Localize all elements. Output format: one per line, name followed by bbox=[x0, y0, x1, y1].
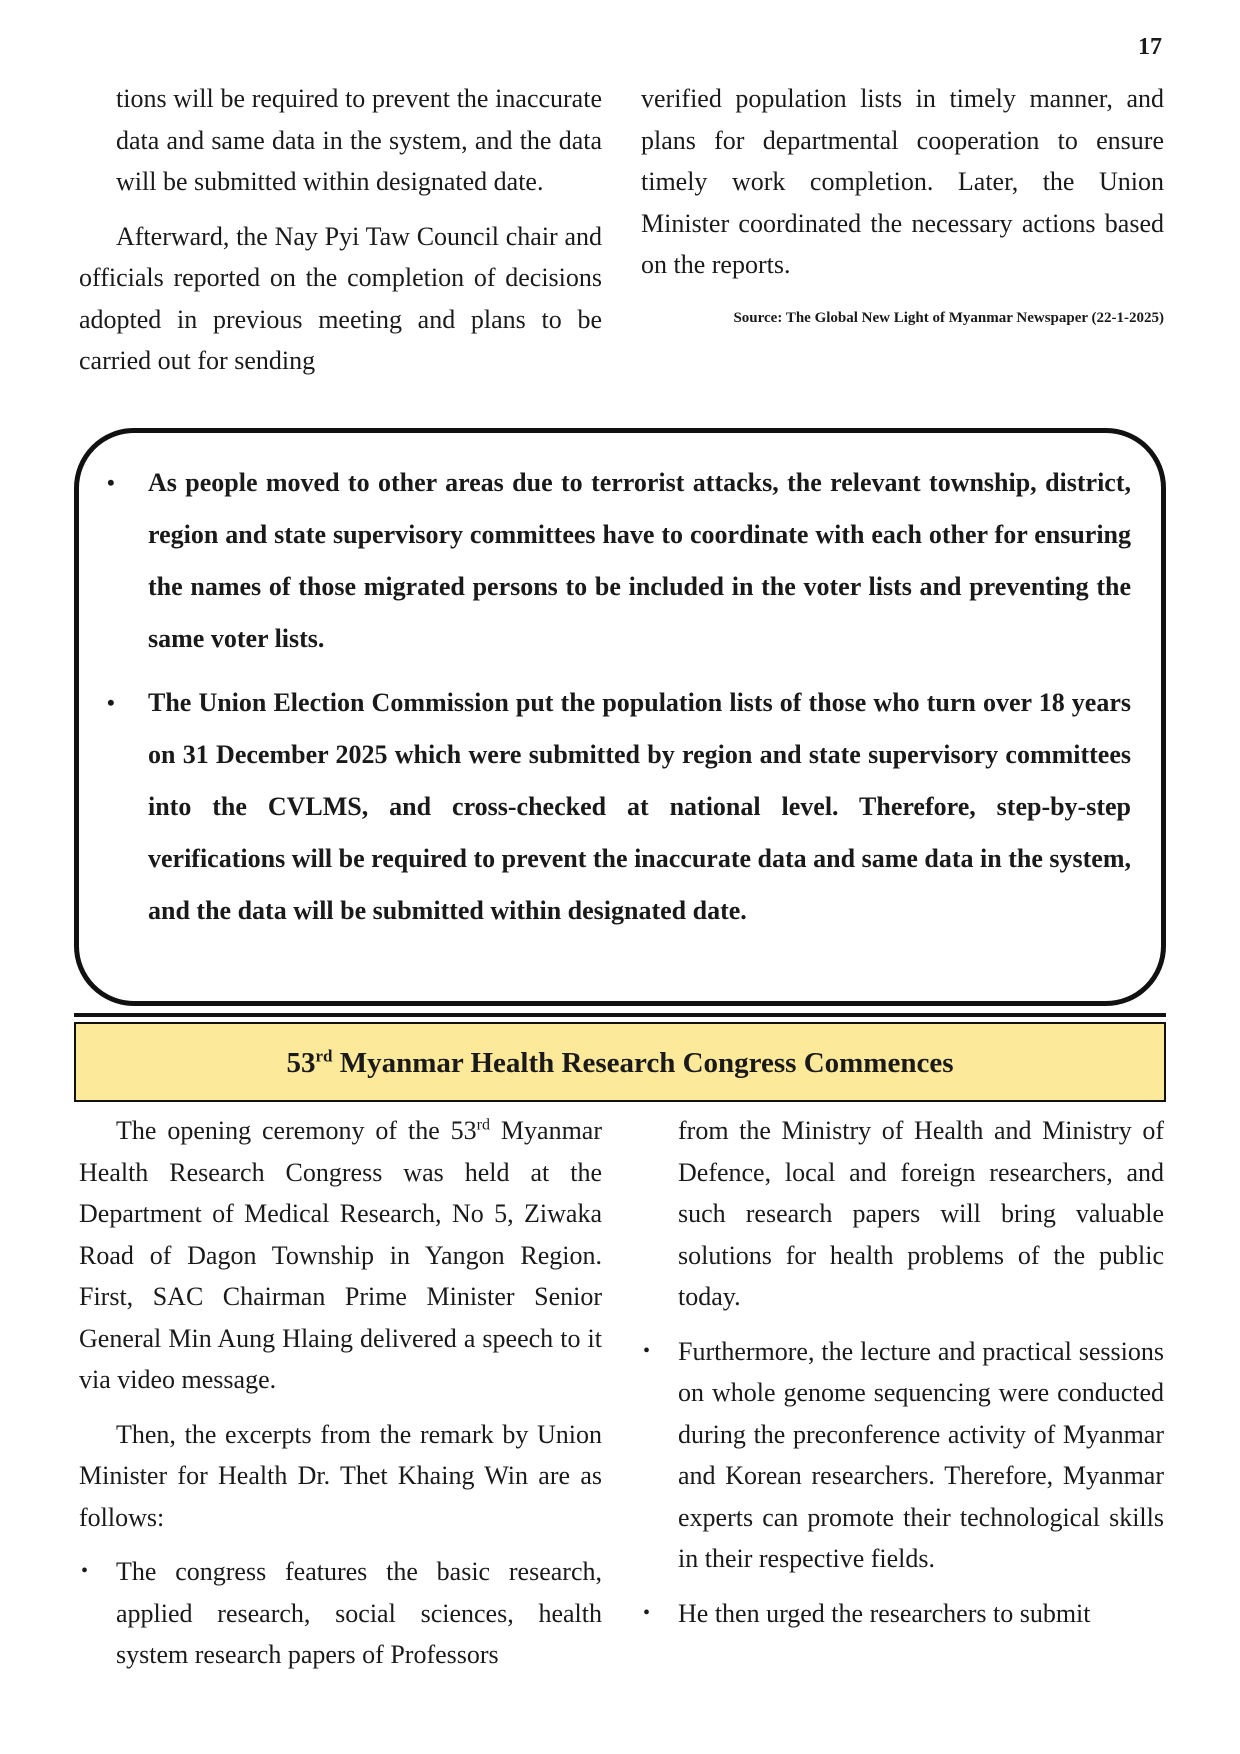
section-divider bbox=[74, 1013, 1166, 1017]
heading-title: Myanmar Health Research Congress Commences bbox=[332, 1047, 954, 1079]
bullet-icon: • bbox=[81, 1560, 89, 1582]
bullet-icon: • bbox=[107, 470, 115, 495]
highlight-item bbox=[107, 457, 1131, 665]
page-number: 17 bbox=[1138, 34, 1162, 60]
heading-number: 53 bbox=[286, 1047, 316, 1079]
section-heading bbox=[74, 1022, 1166, 1102]
bullet-item-text: Furthermore, the lecture and practical sessions on whole genome sequencing were conducted during the preconference activity of Myanmar and Korean researchers. Therefore, Myanmar experts can promote their technological skills in their respective fields. bbox=[678, 1336, 1164, 1573]
bullet-icon: • bbox=[107, 690, 115, 715]
top-right-column bbox=[641, 78, 1164, 328]
highlight-box bbox=[74, 428, 1166, 1006]
highlight-item-text: As people moved to other areas due to terrorist attacks, the relevant township, district, region and state supervisory committees have to coordinate with each other for ensuring the names of those migrated persons to be included in the voter lists and preventing the same voter lists. bbox=[148, 468, 1131, 653]
bottom-left-column bbox=[79, 1110, 602, 1676]
bullet-item-text: The congress features the basic research, applied research, social sciences, health system research papers of Professors bbox=[116, 1557, 602, 1669]
bullet-item bbox=[79, 1551, 602, 1676]
paragraph: Then, the excerpts from the remark by Union Minister for Health Dr. Thet Khaing Win are as follows: bbox=[79, 1419, 602, 1532]
bullet-icon: • bbox=[643, 1339, 651, 1362]
paragraph: verified population lists in timely manner, and plans for departmental cooperation to ensure timely work completion. Later, the Union Minister coordinated the necessary actions based on the reports. bbox=[641, 84, 1164, 279]
heading-ordinal: rd bbox=[315, 1046, 333, 1066]
ordinal-suffix: rd bbox=[476, 1116, 490, 1134]
paragraph-text: Myanmar Health Research Congress was held at the Department of Medical Research, No 5, Ziwaka Road of Dagon Township in Yangon Region. First, SAC Chairman Prime Minister Senior General Min Aung Hlaing delivered a speech to it via video message. bbox=[79, 1116, 602, 1394]
paragraph-text: The opening ceremony of the 53 bbox=[116, 1116, 477, 1145]
continued-paragraph: from the Ministry of Health and Ministry of Defence, local and foreign researchers, and such research papers will bring valuable solutions for health problems of the public today. bbox=[678, 1116, 1164, 1311]
highlight-list bbox=[79, 433, 1161, 937]
source-citation: Source: The Global New Light of Myanmar Newspaper (22-1-2025) bbox=[733, 309, 1164, 326]
bullet-item bbox=[641, 1331, 1164, 1580]
paragraph bbox=[79, 1110, 602, 1401]
highlight-item bbox=[107, 677, 1131, 937]
top-left-column bbox=[79, 78, 602, 395]
bullet-icon: • bbox=[643, 1601, 651, 1624]
continued-paragraph: tions will be required to prevent the inaccurate data and same data in the system, and the data will be submitted within designated date. bbox=[116, 84, 602, 196]
paragraph: Afterward, the Nay Pyi Taw Council chair and officials reported on the completion of decisions adopted in previous meeting and plans to be carried out for sending bbox=[79, 221, 602, 375]
bullet-item-text: He then urged the researchers to submit bbox=[678, 1598, 1091, 1628]
bullet-item bbox=[641, 1593, 1164, 1635]
bottom-right-column bbox=[641, 1110, 1164, 1634]
highlight-item-text: The Union Election Commission put the population lists of those who turn over 18 years on 31 December 2025 which were submitted by region and state supervisory committees into the CVLMS, and cross-checked at national level. Therefore, step-by-step verifications will be required to prevent the inaccurate data and same data in the system, and the data will be submitted within designated date. bbox=[148, 688, 1131, 925]
